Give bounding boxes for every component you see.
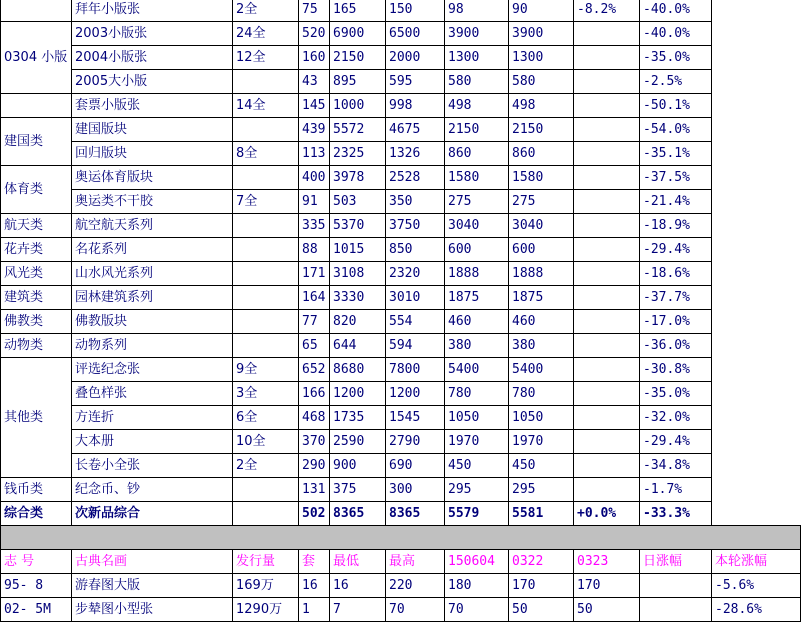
- price-0323-cell: 1875: [509, 286, 574, 310]
- day-change-cell: +0.0%: [574, 502, 640, 526]
- table-row: [1, 310, 801, 334]
- low-cell: 164: [299, 286, 330, 310]
- item-name-cell: 游春图大版: [72, 574, 233, 598]
- price-150604-cell: 1326: [386, 142, 445, 166]
- day-change-cell: [574, 310, 640, 334]
- round-change-cell: -21.4%: [640, 190, 712, 214]
- category-cell: 0304 小版: [1, 22, 72, 94]
- high-cell: 5370: [330, 214, 386, 238]
- price-150604-cell: 594: [386, 334, 445, 358]
- price-0323-cell: 380: [509, 334, 574, 358]
- item-name-cell: 佛教版块: [72, 310, 233, 334]
- low-cell: 131: [299, 478, 330, 502]
- price-150604-cell: 1200: [386, 382, 445, 406]
- round-change-cell: -36.0%: [640, 334, 712, 358]
- price-0323-cell: 275: [509, 190, 574, 214]
- price-0323-cell: 498: [509, 94, 574, 118]
- header-cell: 古典名画: [72, 550, 233, 574]
- item-name-cell: 动物系列: [72, 334, 233, 358]
- low-cell: 91: [299, 190, 330, 214]
- spacer-row: [1, 526, 801, 550]
- d-cell: [640, 598, 712, 622]
- price-0323-cell: 580: [509, 70, 574, 94]
- low-cell: 400: [299, 166, 330, 190]
- price-150604-cell: 595: [386, 70, 445, 94]
- r-cell: -28.6%: [712, 598, 801, 622]
- price-0323-cell: 3040: [509, 214, 574, 238]
- high-cell: 165: [330, 0, 386, 22]
- item-name-cell: 奥运体育版块: [72, 166, 233, 190]
- set-cell: 8全: [233, 142, 299, 166]
- item-name-cell: 回归版块: [72, 142, 233, 166]
- low-cell: 160: [299, 46, 330, 70]
- c3-cell: 170: [574, 574, 640, 598]
- round-change-cell: -35.1%: [640, 142, 712, 166]
- round-change-cell: -50.1%: [640, 94, 712, 118]
- low-cell: 335: [299, 214, 330, 238]
- day-change-cell: [574, 118, 640, 142]
- low-cell: 113: [299, 142, 330, 166]
- low-cell: 43: [299, 70, 330, 94]
- day-change-cell: [574, 238, 640, 262]
- round-change-cell: -18.9%: [640, 214, 712, 238]
- high-cell: 1735: [330, 406, 386, 430]
- item-name-cell: 评选纪念张: [72, 358, 233, 382]
- header-cell: 日涨幅: [640, 550, 712, 574]
- header-cell: 最高: [386, 550, 445, 574]
- high-cell: 900: [330, 454, 386, 478]
- table-row: [1, 118, 801, 142]
- category-cell: 佛教类: [1, 310, 72, 334]
- price-0322-cell: 1580: [445, 166, 509, 190]
- high-cell: 1000: [330, 94, 386, 118]
- item-name-cell: 建国版块: [72, 118, 233, 142]
- round-change-cell: -18.6%: [640, 262, 712, 286]
- price-0322-cell: 780: [445, 382, 509, 406]
- day-change-cell: [574, 214, 640, 238]
- low-cell: 166: [299, 382, 330, 406]
- high-cell: 8680: [330, 358, 386, 382]
- price-150604-cell: 850: [386, 238, 445, 262]
- spacer-cell: [1, 526, 801, 550]
- high-cell: 2325: [330, 142, 386, 166]
- table-row: [1, 574, 801, 598]
- price-0323-cell: 5400: [509, 358, 574, 382]
- item-name-cell: 2005大小版: [72, 70, 233, 94]
- table-row: [1, 0, 801, 22]
- high-cell: 644: [330, 334, 386, 358]
- item-name-cell: 纪念币、钞: [72, 478, 233, 502]
- item-name-cell: 方连折: [72, 406, 233, 430]
- category-cell: 花卉类: [1, 238, 72, 262]
- header-cell: 志 号: [1, 550, 72, 574]
- category-cell: 风光类: [1, 262, 72, 286]
- price-0323-cell: 460: [509, 310, 574, 334]
- category-cell: 其他类: [1, 358, 72, 478]
- price-150604-cell: 7800: [386, 358, 445, 382]
- high-cell: 3330: [330, 286, 386, 310]
- price-150604-cell: 150: [386, 0, 445, 22]
- price-0323-cell: 1970: [509, 430, 574, 454]
- low-cell: 520: [299, 22, 330, 46]
- table-row: [1, 406, 801, 430]
- round-change-cell: -29.4%: [640, 430, 712, 454]
- c2-cell: 170: [509, 574, 574, 598]
- high-cell: 820: [330, 310, 386, 334]
- round-change-cell: -37.5%: [640, 166, 712, 190]
- price-0322-cell: 1875: [445, 286, 509, 310]
- day-change-cell: [574, 478, 640, 502]
- set-cell: 3全: [233, 382, 299, 406]
- price-150604-cell: 998: [386, 94, 445, 118]
- set-cell: 2全: [233, 0, 299, 22]
- category-cell: 钱币类: [1, 478, 72, 502]
- stamp-id-cell: 02- 5M: [1, 598, 72, 622]
- set-count-cell: 16: [299, 574, 330, 598]
- price-0322-cell: 275: [445, 190, 509, 214]
- round-change-cell: -2.5%: [640, 70, 712, 94]
- low-cell: 171: [299, 262, 330, 286]
- set-cell: 2全: [233, 454, 299, 478]
- high-cell: 5572: [330, 118, 386, 142]
- header-cell: 发行量: [233, 550, 299, 574]
- item-name-cell: 航空航天系列: [72, 214, 233, 238]
- set-cell: [233, 214, 299, 238]
- header-cell: 本轮涨幅: [712, 550, 801, 574]
- set-cell: [233, 286, 299, 310]
- day-change-cell: [574, 406, 640, 430]
- item-name-cell: 拜年小版张: [72, 0, 233, 22]
- price-150604-cell: 2320: [386, 262, 445, 286]
- price-0323-cell: 1050: [509, 406, 574, 430]
- item-name-cell: 园林建筑系列: [72, 286, 233, 310]
- price-150604-cell: 350: [386, 190, 445, 214]
- low-cell: 7: [330, 598, 386, 622]
- day-change-cell: [574, 358, 640, 382]
- table-row: [1, 142, 801, 166]
- r-cell: -5.6%: [712, 574, 801, 598]
- item-name-cell: 2004小版张: [72, 46, 233, 70]
- total-row: [1, 502, 801, 526]
- round-change-cell: -17.0%: [640, 310, 712, 334]
- price-0323-cell: 1888: [509, 262, 574, 286]
- price-150604-cell: 2790: [386, 430, 445, 454]
- category-cell: 航天类: [1, 214, 72, 238]
- day-change-cell: [574, 70, 640, 94]
- price-0323-cell: 295: [509, 478, 574, 502]
- item-name-cell: 步辇图小型张: [72, 598, 233, 622]
- category-cell: 体育类: [1, 166, 72, 214]
- table-row: [1, 166, 801, 190]
- day-change-cell: [574, 142, 640, 166]
- round-change-cell: -37.7%: [640, 286, 712, 310]
- day-change-cell: [574, 382, 640, 406]
- high-cell: 1200: [330, 382, 386, 406]
- table-row: [1, 190, 801, 214]
- set-cell: [233, 70, 299, 94]
- item-name-cell: 大本册: [72, 430, 233, 454]
- low-cell: 439: [299, 118, 330, 142]
- table-row: [1, 46, 801, 70]
- round-change-cell: -54.0%: [640, 118, 712, 142]
- day-change-cell: -8.2%: [574, 0, 640, 22]
- item-name-cell: 次新品综合: [72, 502, 233, 526]
- table-row: [1, 70, 801, 94]
- item-name-cell: 名花系列: [72, 238, 233, 262]
- header-cell: 最低: [330, 550, 386, 574]
- price-0322-cell: 3900: [445, 22, 509, 46]
- day-change-cell: [574, 22, 640, 46]
- set-cell: 6全: [233, 406, 299, 430]
- set-cell: 9全: [233, 358, 299, 382]
- price-0322-cell: 2150: [445, 118, 509, 142]
- price-0322-cell: 1300: [445, 46, 509, 70]
- low-cell: 145: [299, 94, 330, 118]
- issue-qty-cell: 169万: [233, 574, 299, 598]
- set-cell: [233, 238, 299, 262]
- price-0323-cell: 3900: [509, 22, 574, 46]
- set-cell: 14全: [233, 94, 299, 118]
- issue-qty-cell: 1290万: [233, 598, 299, 622]
- high-cell: 895: [330, 70, 386, 94]
- table-row: [1, 238, 801, 262]
- set-cell: [233, 310, 299, 334]
- d-cell: [640, 574, 712, 598]
- day-change-cell: [574, 430, 640, 454]
- header-cell: 150604: [445, 550, 509, 574]
- high-cell: 375: [330, 478, 386, 502]
- price-0322-cell: 5400: [445, 358, 509, 382]
- price-150604-cell: 2000: [386, 46, 445, 70]
- price-0322-cell: 498: [445, 94, 509, 118]
- day-change-cell: [574, 166, 640, 190]
- price-0323-cell: 860: [509, 142, 574, 166]
- price-0322-cell: 1050: [445, 406, 509, 430]
- price-0322-cell: 295: [445, 478, 509, 502]
- set-cell: [233, 118, 299, 142]
- c2-cell: 50: [509, 598, 574, 622]
- low-cell: 652: [299, 358, 330, 382]
- set-cell: [233, 262, 299, 286]
- round-change-cell: -35.0%: [640, 382, 712, 406]
- day-change-cell: [574, 286, 640, 310]
- price-150604-cell: 8365: [386, 502, 445, 526]
- set-cell: [233, 478, 299, 502]
- table-row: [1, 478, 801, 502]
- table-row: [1, 262, 801, 286]
- round-change-cell: -40.0%: [640, 22, 712, 46]
- set-count-cell: 1: [299, 598, 330, 622]
- high-cell: 2150: [330, 46, 386, 70]
- stamp-id-cell: 95- 8: [1, 574, 72, 598]
- price-0323-cell: 600: [509, 238, 574, 262]
- high-cell: 8365: [330, 502, 386, 526]
- price-150604-cell: 1545: [386, 406, 445, 430]
- category-cell: [1, 94, 72, 118]
- price-0323-cell: 5581: [509, 502, 574, 526]
- low-cell: 65: [299, 334, 330, 358]
- table-row: [1, 214, 801, 238]
- price-0323-cell: 1580: [509, 166, 574, 190]
- item-name-cell: 叠色样张: [72, 382, 233, 406]
- price-0322-cell: 1888: [445, 262, 509, 286]
- high-cell: 2590: [330, 430, 386, 454]
- item-name-cell: 山水风光系列: [72, 262, 233, 286]
- set-cell: [233, 502, 299, 526]
- table-row: [1, 382, 801, 406]
- price-0322-cell: 860: [445, 142, 509, 166]
- set-cell: [233, 166, 299, 190]
- high-cell: 503: [330, 190, 386, 214]
- price-150604-cell: 300: [386, 478, 445, 502]
- table-row: [1, 94, 801, 118]
- table-row: [1, 334, 801, 358]
- set-cell: 24全: [233, 22, 299, 46]
- high-cell: 1015: [330, 238, 386, 262]
- high-cell: 3108: [330, 262, 386, 286]
- high-cell: 3978: [330, 166, 386, 190]
- price-150604-cell: 690: [386, 454, 445, 478]
- price-0322-cell: 5579: [445, 502, 509, 526]
- item-name-cell: 长卷小全张: [72, 454, 233, 478]
- round-change-cell: -29.4%: [640, 238, 712, 262]
- price-0322-cell: 380: [445, 334, 509, 358]
- day-change-cell: [574, 262, 640, 286]
- round-change-cell: -1.7%: [640, 478, 712, 502]
- set-cell: [233, 334, 299, 358]
- day-change-cell: [574, 190, 640, 214]
- price-0323-cell: 2150: [509, 118, 574, 142]
- day-change-cell: [574, 46, 640, 70]
- category-cell: 综合类: [1, 502, 72, 526]
- low-cell: 502: [299, 502, 330, 526]
- low-cell: 88: [299, 238, 330, 262]
- round-change-cell: -32.0%: [640, 406, 712, 430]
- category-cell: 动物类: [1, 334, 72, 358]
- set-cell: 10全: [233, 430, 299, 454]
- price-0323-cell: 780: [509, 382, 574, 406]
- low-cell: 468: [299, 406, 330, 430]
- table-row: [1, 598, 801, 622]
- table-row: [1, 22, 801, 46]
- set-cell: 12全: [233, 46, 299, 70]
- round-change-cell: -40.0%: [640, 0, 712, 22]
- category-cell: [1, 0, 72, 22]
- price-150604-cell: 4675: [386, 118, 445, 142]
- low-cell: 16: [330, 574, 386, 598]
- low-cell: 370: [299, 430, 330, 454]
- low-cell: 290: [299, 454, 330, 478]
- price-0323-cell: 90: [509, 0, 574, 22]
- price-0322-cell: 3040: [445, 214, 509, 238]
- price-150604-cell: 554: [386, 310, 445, 334]
- high-cell: 220: [386, 574, 445, 598]
- c1-cell: 180: [445, 574, 509, 598]
- price-0322-cell: 580: [445, 70, 509, 94]
- category-cell: 建国类: [1, 118, 72, 166]
- price-0322-cell: 460: [445, 310, 509, 334]
- table-row: [1, 286, 801, 310]
- c1-cell: 70: [445, 598, 509, 622]
- table-row: [1, 358, 801, 382]
- price-0323-cell: 450: [509, 454, 574, 478]
- low-cell: 77: [299, 310, 330, 334]
- section-header-row: [1, 550, 801, 574]
- price-150604-cell: 3750: [386, 214, 445, 238]
- round-change-cell: -34.8%: [640, 454, 712, 478]
- header-cell: 套: [299, 550, 330, 574]
- price-0322-cell: 450: [445, 454, 509, 478]
- round-change-cell: -33.3%: [640, 502, 712, 526]
- price-0322-cell: 1970: [445, 430, 509, 454]
- price-150604-cell: 6500: [386, 22, 445, 46]
- table-row: [1, 430, 801, 454]
- high-cell: 70: [386, 598, 445, 622]
- item-name-cell: 套票小版张: [72, 94, 233, 118]
- price-0322-cell: 600: [445, 238, 509, 262]
- header-cell: 0323: [574, 550, 640, 574]
- high-cell: 6900: [330, 22, 386, 46]
- round-change-cell: -30.8%: [640, 358, 712, 382]
- category-cell: 建筑类: [1, 286, 72, 310]
- round-change-cell: -35.0%: [640, 46, 712, 70]
- price-150604-cell: 2528: [386, 166, 445, 190]
- header-cell: 0322: [509, 550, 574, 574]
- day-change-cell: [574, 94, 640, 118]
- set-cell: 7全: [233, 190, 299, 214]
- day-change-cell: [574, 454, 640, 478]
- price-150604-cell: 3010: [386, 286, 445, 310]
- c3-cell: 50: [574, 598, 640, 622]
- day-change-cell: [574, 334, 640, 358]
- item-name-cell: 奥运类不干胶: [72, 190, 233, 214]
- item-name-cell: 2003小版张: [72, 22, 233, 46]
- table-row: [1, 454, 801, 478]
- price-0323-cell: 1300: [509, 46, 574, 70]
- low-cell: 75: [299, 0, 330, 22]
- price-0322-cell: 98: [445, 0, 509, 22]
